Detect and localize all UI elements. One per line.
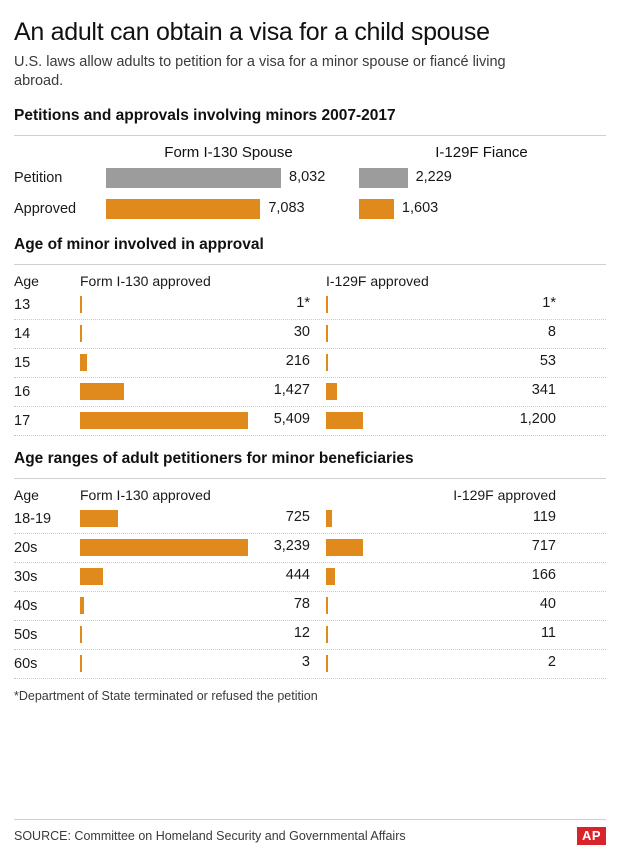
section-petitions — [14, 107, 606, 222]
bar-value: 40 — [539, 596, 556, 613]
footnote: *Department of State terminated or refused the petition — [14, 689, 318, 704]
age-label: 20s — [14, 540, 38, 557]
row-label: Petition — [14, 170, 63, 187]
row-label: Approved — [14, 201, 77, 218]
bar-value: 78 — [293, 596, 310, 613]
age-label: 14 — [14, 326, 31, 343]
table-row — [14, 534, 606, 563]
bar — [326, 325, 328, 342]
bar-value: 8 — [547, 324, 556, 341]
age-label: 17 — [14, 413, 31, 430]
bar — [326, 626, 328, 643]
section-petitioner-age-headers — [14, 487, 606, 503]
source-text: SOURCE: Committee on Homeland Security and Governmental Affairs — [14, 829, 406, 843]
bar-value: 11 — [540, 625, 556, 642]
bar-track — [106, 199, 351, 219]
divider — [14, 135, 606, 136]
age-label: 13 — [14, 297, 31, 314]
ap-logo: AP — [577, 827, 606, 845]
age-label: 40s — [14, 598, 38, 615]
page-title: An adult can obtain a visa for a child spouse — [14, 18, 490, 46]
bar — [359, 199, 394, 219]
bar-track — [80, 351, 310, 375]
source-line — [14, 819, 606, 845]
bar-value: 12 — [293, 625, 310, 642]
col-header-i129f-approved: I-129F approved — [326, 273, 429, 290]
bar-track — [326, 565, 556, 589]
age-label: 16 — [14, 384, 31, 401]
bar-value: 166 — [531, 567, 556, 584]
bar-value: 119 — [532, 509, 556, 526]
section-minor-age-headers — [14, 273, 606, 289]
bar-track — [326, 507, 556, 531]
bar-value: 1,427 — [273, 382, 310, 399]
divider — [14, 478, 606, 479]
section-minor-age — [14, 236, 606, 436]
subhead: U.S. laws allow adults to petition for a visa for a minor spouse or fiancé living abroad. — [14, 54, 506, 90]
age-label: 50s — [14, 627, 38, 644]
age-label: 30s — [14, 569, 38, 586]
bar-value: 1* — [296, 295, 310, 312]
bar-track — [80, 409, 310, 433]
bar-track — [80, 565, 310, 589]
table-row — [14, 592, 606, 621]
bar-value: 444 — [285, 567, 310, 584]
bar — [80, 383, 124, 400]
bar — [326, 296, 328, 313]
bar — [326, 539, 363, 556]
section-minor-age-title: Age of minor involved in approval — [14, 236, 264, 254]
bar — [106, 168, 281, 188]
bar-value: 216 — [285, 353, 310, 370]
bar — [326, 383, 337, 400]
bar-track — [326, 536, 556, 560]
bar-value: 2 — [547, 654, 556, 671]
bar — [326, 412, 363, 429]
bar — [326, 510, 332, 527]
bar-value: 3 — [301, 654, 310, 671]
bar-value: 717 — [531, 538, 556, 555]
age-label: 18-19 — [14, 511, 52, 528]
bar-track — [326, 293, 556, 317]
bar-track — [80, 623, 310, 647]
bar — [80, 655, 82, 672]
bar-track — [80, 594, 310, 618]
bar-track — [80, 652, 310, 676]
bar — [80, 626, 82, 643]
bar — [80, 597, 84, 614]
section-petitions-column-headers — [106, 144, 606, 161]
bar-value: 1,200 — [519, 411, 556, 428]
col-header-i129f-approved: I-129F approved — [453, 487, 556, 504]
bar-value: 53 — [539, 353, 556, 370]
bar — [106, 199, 260, 219]
bar-track — [326, 652, 556, 676]
col-header-age: Age — [14, 273, 39, 290]
bar-track — [106, 168, 351, 188]
bar-track — [326, 351, 556, 375]
bar-value: 30 — [293, 324, 310, 341]
table-row — [14, 320, 606, 349]
petitions-row — [14, 165, 606, 191]
table-row — [14, 349, 606, 378]
bar-value: 3,239 — [273, 538, 310, 555]
bar — [80, 296, 82, 313]
age-label: 15 — [14, 355, 31, 372]
bar — [326, 655, 328, 672]
bar-track — [80, 293, 310, 317]
bar — [359, 168, 408, 188]
col-header-i129f: I-129F Fiance — [435, 144, 528, 162]
section-petitions-title: Petitions and approvals involving minors 2007-2017 — [14, 107, 396, 125]
bar-track — [80, 322, 310, 346]
section-petitioner-age — [14, 450, 606, 679]
bar-value: 2,229 — [415, 169, 452, 186]
table-row — [14, 291, 606, 320]
bar — [80, 510, 118, 527]
bar-value: 725 — [285, 509, 310, 526]
bar-value: 341 — [531, 382, 556, 399]
bar-track — [326, 322, 556, 346]
bar-track — [359, 199, 604, 219]
section-petitioner-age-title: Age ranges of adult petitioners for minor beneficiaries — [14, 450, 414, 468]
bar-value: 1,603 — [401, 200, 439, 217]
bar-track — [326, 623, 556, 647]
bar-value: 1* — [542, 295, 556, 312]
bar — [80, 539, 248, 556]
bar-value: 7,083 — [268, 200, 305, 217]
bar-track — [80, 507, 310, 531]
table-row — [14, 563, 606, 592]
bar — [326, 597, 328, 614]
bar — [80, 325, 82, 342]
col-header-age: Age — [14, 487, 39, 504]
bar-track — [326, 409, 556, 433]
bar-track — [326, 380, 556, 404]
petitions-row — [14, 196, 606, 222]
table-row — [14, 621, 606, 650]
bar — [80, 354, 87, 371]
bar-track — [326, 594, 556, 618]
bar — [80, 412, 248, 429]
bar-track — [80, 380, 310, 404]
bar-value: 5,409 — [273, 411, 310, 428]
bar — [326, 354, 328, 371]
bar-track — [359, 168, 604, 188]
table-row — [14, 378, 606, 407]
bar — [80, 568, 103, 585]
bar-value: 8,032 — [289, 169, 326, 186]
age-label: 60s — [14, 656, 38, 673]
col-header-i130: Form I-130 Spouse — [164, 144, 293, 162]
col-header-i130-approved: Form I-130 approved — [80, 273, 211, 290]
table-row — [14, 505, 606, 534]
bar-track — [80, 536, 310, 560]
divider — [14, 264, 606, 265]
table-row — [14, 650, 606, 679]
bar — [326, 568, 335, 585]
col-header-i130-approved: Form I-130 approved — [80, 487, 211, 504]
table-row — [14, 407, 606, 436]
